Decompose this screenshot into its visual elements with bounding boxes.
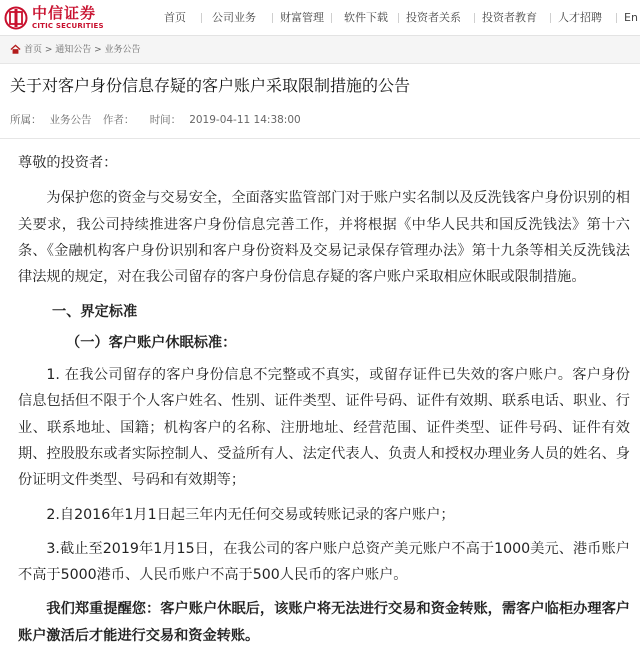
brand-logo[interactable] (4, 4, 114, 32)
greeting: 尊敬的投资者： (18, 155, 118, 171)
meta-author-label: 作者： (102, 114, 135, 126)
top-header (0, 0, 640, 36)
meta-divider (0, 138, 640, 139)
subsection-heading: （一）客户账户休眠标准： (66, 334, 237, 351)
article-title: 关于对客户身份信息存疑的客户账户采取限制措施的公告 (10, 76, 411, 95)
criteria-item-2: 2.自2016年1月1日起三年内无任何交易或转账记录的客户账户； (46, 506, 455, 523)
nav-item-home[interactable]: 首页 (164, 11, 186, 24)
brand-name-cn: 中信证券 (32, 4, 97, 22)
nav-separator (474, 13, 475, 23)
nav-item-investor-relations[interactable]: 投资者关系 (406, 11, 461, 24)
nav-separator (550, 13, 551, 23)
section-heading: 一、界定标准 (52, 304, 138, 321)
nav-item-investor-education[interactable]: 投资者教育 (482, 11, 537, 24)
criteria-item-3: 3.截止至2019年1月15日，在我公司的客户账户总资产美元账户不高于1000美元、港币账户不高于5000港币、人民币账户不高于500人民币的客户账户。 (18, 540, 630, 584)
nav-item-wealth[interactable]: 财富管理 (280, 11, 324, 24)
brand-name-en: CITIC SECURITIES (32, 22, 104, 30)
citic-logo-icon (4, 6, 28, 30)
breadcrumb (0, 36, 640, 64)
nav-item-business[interactable]: 公司业务 (212, 11, 256, 24)
main-nav (150, 0, 640, 36)
intro-paragraph: 为保护您的资金与交易安全，全面落实监管部门对于账户实名制以及反洗钱客户身份识别的相关要求，我公司持续推进客户身份信息完善工作，并将根据《中华人民共和国反洗钱法》第十六条、《金融机构客户身份识别和客户身份资料及交易记录保存管理办法》第十九条等相关反洗钱法律法规的规定，对在我公司留存的客户身份信息存疑的客户账户采取相应休眠或限制措施。 (18, 190, 630, 286)
nav-separator (398, 13, 399, 23)
home-icon[interactable] (10, 44, 21, 55)
nav-separator (331, 13, 332, 23)
meta-category: 业务公告 (49, 114, 92, 126)
nav-item-english[interactable]: En (624, 11, 638, 24)
criteria-item-1: 1. 在我公司留存的客户身份信息不完整或不真实，或留存证件已失效的客户账户。客户身份信息包括但不限于个人客户姓名、性别、证件类型、证件号码、证件有效期、联系电话、职业、行业、联系地址、国籍；机构客户的名称、注册地址、经营范围、证件类型、证件号码、证件有效期、控股股东或者实际控制人、受益所有人、法定代表人、负责人和授权办理业务人员的姓名、身份证明文件类型、号码和有效期等； (18, 367, 630, 489)
article-meta (10, 113, 309, 127)
nav-item-careers[interactable]: 人才招聘 (558, 11, 602, 24)
nav-separator (616, 13, 617, 23)
nav-separator (201, 13, 202, 23)
warning-paragraph: 我们郑重提醒您：客户账户休眠后，该账户将无法进行交易和资金转账，需客户临柜办理客户账户激活后才能进行交易和资金转账。 (18, 601, 630, 644)
nav-separator (272, 13, 273, 23)
article-body (18, 150, 630, 658)
meta-time-label: 时间： (149, 114, 182, 126)
breadcrumb-trail[interactable]: 首页 > 通知公告 > 业务公告 (24, 45, 141, 55)
nav-item-download[interactable]: 软件下载 (344, 11, 388, 24)
meta-category-label: 所属： (10, 114, 42, 126)
meta-time: 2019-04-11 14:38:00 (189, 114, 301, 126)
